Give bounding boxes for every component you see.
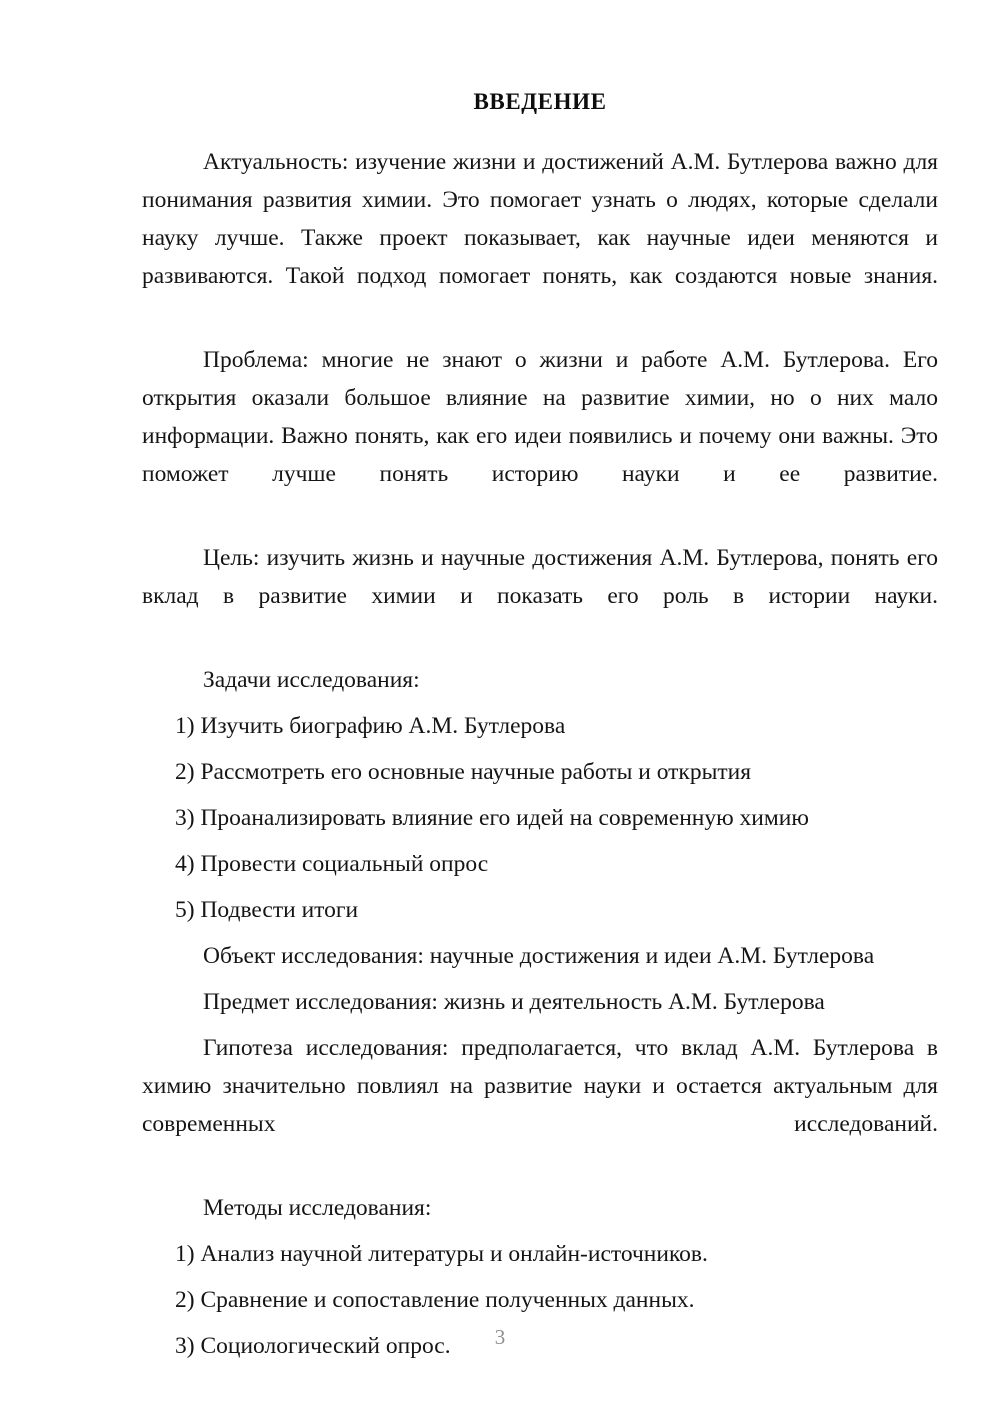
list-item: 4) Провести социальный опрос bbox=[175, 850, 489, 877]
page-title: ВВЕДЕНИЕ bbox=[473, 89, 607, 114]
document-body bbox=[142, 88, 938, 1373]
paragraph-hypothesis: Гипотеза исследования: предполагается, что вклад А.М. Бутлерова в химию значительно повлиял на развитие науки и остается актуальным для современных исследований. bbox=[142, 1034, 938, 1137]
list-item: 3) Проанализировать влияние его идей на современную химию bbox=[175, 804, 809, 831]
methods-heading: Методы исследования: bbox=[203, 1194, 432, 1221]
paragraph-object: Объект исследования: научные достижения и идеи А.М. Бутлерова bbox=[203, 942, 875, 969]
paragraph-subject: Предмет исследования: жизнь и деятельность А.М. Бутлерова bbox=[203, 988, 825, 1015]
list-item: 2) Рассмотреть его основные научные работы и открытия bbox=[175, 758, 752, 785]
paragraph-problem: Проблема: многие не знают о жизни и работе А.М. Бутлерова. Его открытия оказали большое влияние на развитие химии, но о них мало информации. Важно понять, как его идеи появились и почему они важны. Это поможет лучше понять историю науки и ее развитие. bbox=[142, 346, 938, 487]
page-number: 3 bbox=[494, 1325, 506, 1349]
list-item: 5) Подвести итоги bbox=[175, 896, 359, 923]
paragraph-goal: Цель: изучить жизнь и научные достижения А.М. Бутлерова, понять его вклад в развитие химии и показать его роль в истории науки. bbox=[142, 544, 938, 609]
list-item: 1) Анализ научной литературы и онлайн-источников. bbox=[175, 1240, 708, 1267]
tasks-list bbox=[142, 707, 938, 929]
list-item: 2) Сравнение и сопоставление полученных данных. bbox=[175, 1286, 695, 1313]
list-item: 1) Изучить биографию А.М. Бутлерова bbox=[175, 712, 566, 739]
tasks-heading: Задачи исследования: bbox=[203, 666, 420, 693]
paragraph-relevance: Актуальность: изучение жизни и достижений А.М. Бутлерова важно для понимания развития химии. Это помогает узнать о людях, которые сделали науку лучше. Также проект показывает, как научные идеи меняются и развиваются. Такой подход помогает понять, как создаются новые знания. bbox=[142, 148, 938, 289]
list-item: 3) Социологический опрос. bbox=[175, 1332, 451, 1359]
